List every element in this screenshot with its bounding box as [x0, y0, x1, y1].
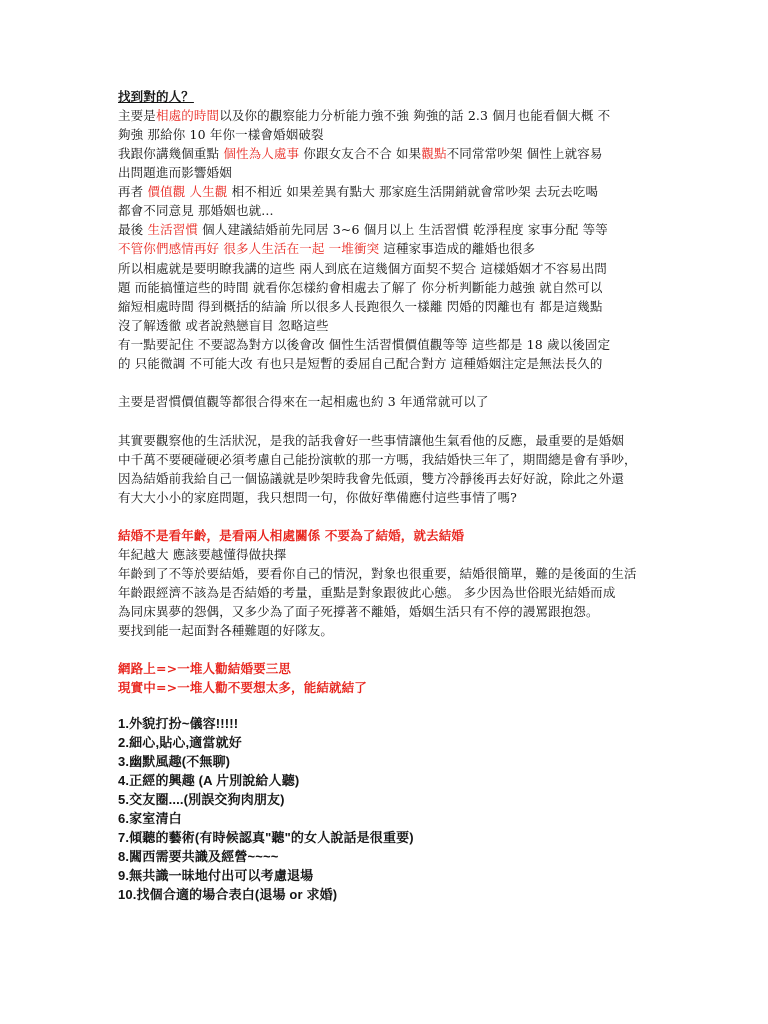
list-item: 5.交友圈....(別誤交狗肉朋友)	[118, 792, 285, 807]
highlight-text: 不管你們感情再好 很多人生活在一起 一堆衝突	[118, 241, 380, 256]
highlight-text: 生活習慣	[147, 222, 199, 237]
highlight-text: 價值觀 人生觀	[147, 184, 228, 199]
list-item: 3.幽默風趣(不無聊)	[118, 754, 231, 769]
section-heading: 網路上=>一堆人勸結婚要三思	[118, 661, 292, 676]
text-run: 相不相近 如果差異有點大 那家庭生活開銷就會常吵架 去玩去吃喝	[227, 184, 599, 199]
text-run: 我跟你講幾個重點	[118, 146, 224, 161]
text-run: 不同常常吵架 個性上就容易	[446, 146, 603, 161]
paragraph-line	[118, 145, 603, 163]
text-run: 以及你的觀察能力分析能力強不強 夠強的話 2.3 個月也能看個大概 不	[219, 108, 611, 123]
text-run: 你跟女友合不合 如果	[299, 146, 422, 161]
list-item: 10.找個合適的場合表白(退場 or 求婚)	[118, 887, 338, 902]
text-run: 再者	[118, 184, 148, 199]
paragraph-line: 要找到能一起面對各種難題的好隊友。	[118, 623, 334, 638]
section-heading: 現實中=>一堆人勸不要想太多，能結就結了	[118, 680, 367, 695]
paragraph-line	[118, 221, 608, 239]
paragraph-line: 都會不同意見 那婚姻也就...	[118, 203, 274, 218]
paragraph-line: 年齡到了不等於要結婚，要看你自己的情況，對象也很重要，結婚很簡單，難的是後面的生活	[118, 566, 637, 581]
text-run: 個人建議結婚前先同居 3~6 個月以上 生活習慣 乾淨程度 家事分配 等等	[198, 222, 608, 237]
list-item: 6.家室清白	[118, 811, 182, 826]
list-item: 1.外貌打扮~儀容!!!!!	[118, 716, 239, 731]
text-run: 最後	[118, 222, 148, 237]
list-item: 4.正經的興趣 (A 片別說給人聽)	[118, 773, 300, 788]
paragraph-line: 出問題進而影響婚姻	[118, 165, 232, 180]
paragraph-line: 所以相處就是要明瞭我講的這些 兩人到底在這幾個方面契不契合 這樣婚姻才不容易出問	[118, 261, 607, 276]
page-title: 找到對的人？	[118, 89, 194, 104]
highlight-text: 觀點	[421, 146, 447, 161]
paragraph-line: 夠強 那給你 10 年你一樣會婚姻破裂	[118, 127, 324, 142]
paragraph-line: 中千萬不要硬碰硬必須考慮自己能扮演軟的那一方嗎，我結婚快三年了，期間總是會有爭吵，	[118, 452, 637, 467]
paragraph-line: 有一點要記住 不要認為對方以後會改 個性生活習慣價值觀等等 這些都是 18 歲以後固定	[118, 337, 611, 352]
paragraph-line: 因為結婚前我給自己一個協議就是吵架時我會先低頭，雙方冷靜後再去好好說，除此之外還	[118, 471, 625, 486]
paragraph-line	[118, 183, 598, 201]
list-item: 2.細心,貼心,適當就好	[118, 735, 242, 750]
paragraph-line: 年齡跟經濟不該為是否結婚的考量，重點是對象跟彼此心態。 多少因為世俗眼光結婚而成	[118, 585, 616, 600]
text-run: 主要是	[118, 108, 156, 123]
paragraph-line: 其實要觀察他的生活狀況，是我的話我會好一些事情讓他生氣看他的反應，最重要的是婚姻	[118, 433, 625, 448]
paragraph-line: 的 只能微調 不可能大改 有也只是短暫的委屈自己配合對方 這種婚姻注定是無法長久的	[118, 356, 603, 371]
list-item: 8.闗西需要共識及經營~~~~	[118, 849, 279, 864]
highlight-text: 相處的時間	[155, 108, 220, 123]
list-item: 7.傾聽的藝術(有時候認真"聽"的女人說話是很重要)	[118, 830, 414, 845]
paragraph-line: 年紀越大 應該要越懂得做抉擇	[118, 547, 287, 562]
highlight-text: 個性為人處事	[223, 146, 300, 161]
text-run: 這種家事造成的離婚也很多	[379, 241, 536, 256]
paragraph-line	[118, 240, 535, 258]
paragraph-line: 主要是習慣價值觀等都很合得來在一起相處也約 3 年通常就可以了	[118, 394, 489, 409]
paragraph-line: 縮短相處時間 得到概括的結論 所以很多人長跑很久一樣離 閃婚的閃離也有 都是這幾點	[118, 299, 603, 314]
list-item: 9.無共識一昧地付出可以考慮退場	[118, 868, 314, 883]
paragraph-line: 沒了解透徹 或者說熱戀盲目 忽略這些	[118, 318, 329, 333]
paragraph-line: 題 而能搞懂這些的時間 就看你怎樣約會相處去了解了 你分析判斷能力越強 就自然可以	[118, 280, 603, 295]
paragraph-line: 為同床異夢的怨偶，又多少為了面子死撐著不離婚，婚姻生活只有不停的謾罵跟抱怨。	[118, 604, 599, 619]
paragraph-line: 有大大小小的家庭問題，我只想問一句，你做好準備應付這些事情了嗎?	[118, 490, 518, 505]
paragraph-line	[118, 107, 610, 125]
section-heading: 結婚不是看年齡，是看兩人相處關係 不要為了結婚，就去結婚	[118, 528, 465, 543]
